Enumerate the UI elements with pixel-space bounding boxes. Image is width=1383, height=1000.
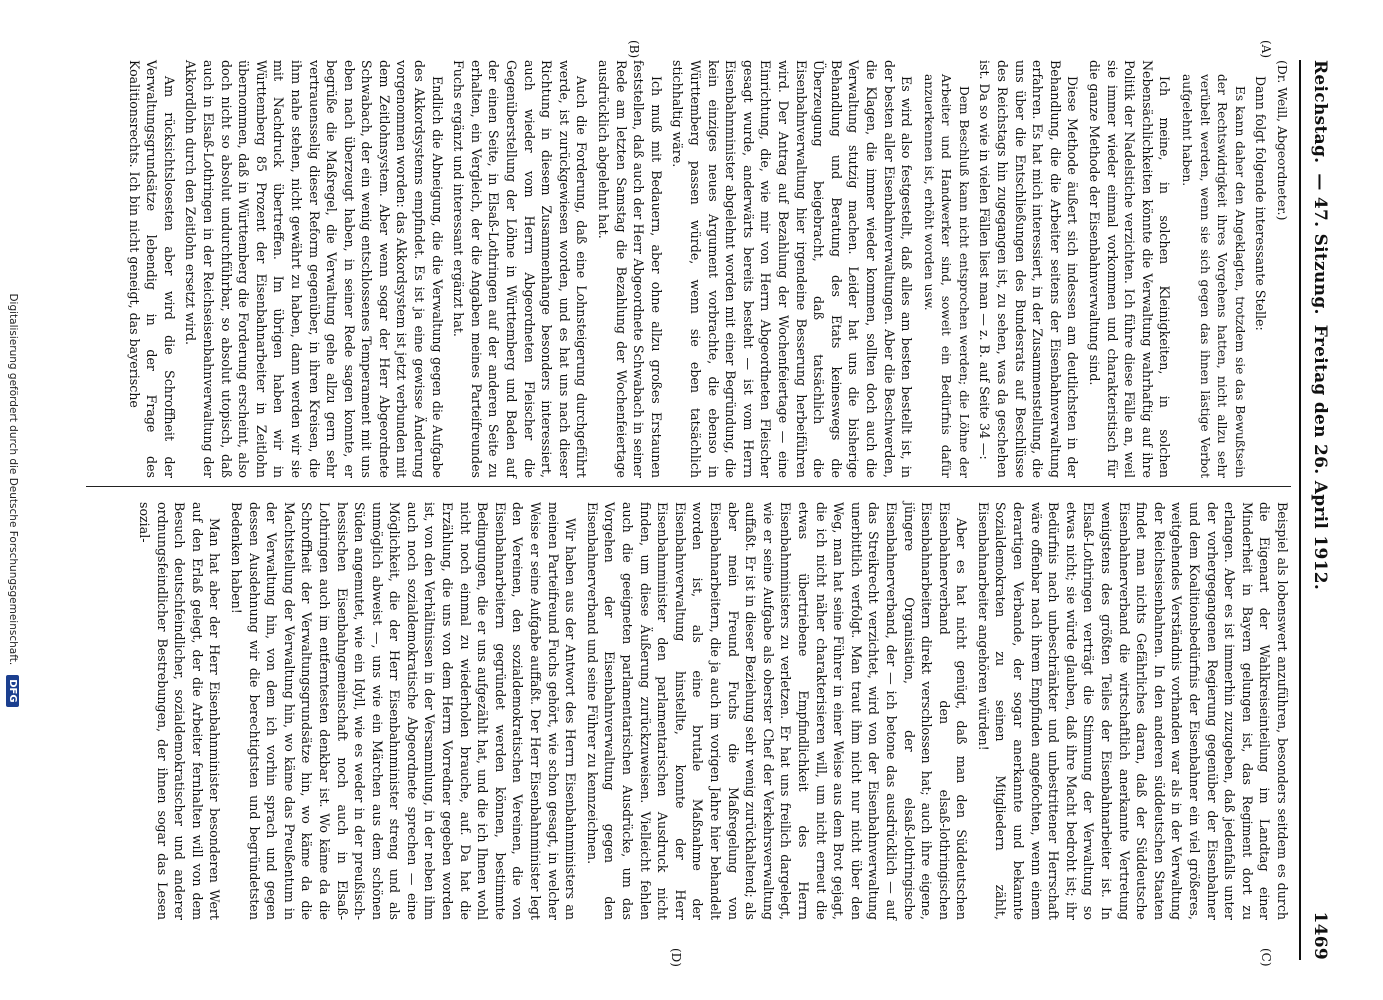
header-rule — [1299, 60, 1301, 960]
paragraph: Auch die Forderung, daß eine Lohnsteigerung durchgeführt werde, ist zurückgewiesen worden, und es hat uns nach dieser Richtung in diesem Zusammenhange besonders interessiert, auch wieder vom Herrn Abgeordneten Fleischer die Gegenüberstellung der Löhne in Württemberg und Baden auf der einen Seite, in Elsaß-Lothringen auf der anderen Seite zu erhalten, ein Vergleich, der die Angaben meines Parteifreundes Fuchs ergänzt und interessant ergänzt hat. — [451, 60, 590, 478]
speaker-line: (Dr. Weill, Abgeordneter.) — [1275, 60, 1290, 221]
digitization-credit — [0, 0, 26, 1000]
paragraph: Wir haben aus der Antwort des Herrn Eisenbahnministers an meinen Parteifreund Fuchs gehört, wie schon gesagt, in welcher Weise er seine Aufgabe auffaßt. Der Herr Eisenbahnminister legt den Vereinen, den sozialdemokratischen Vereinen, die von Eisenbahnarbeitern gegründet werden können, bestimmte Bedingungen, die er uns aufgezählt hat, und die ich Ihnen wohl nicht noch einmal zu wiederholen brauche, auf. Da hat die Erzählung, die uns von dem Herrn Vorredner gegeben worden ist, von den Verhältnissen in der Versammlung, in der neben ihm auch noch sozialdemokratische Abgeordnete sprechen — eine Möglichkeit, die der Herr Eisenbahnminister streng und als unmöglich abweist —, uns wie ein Märchen aus dem schönen Süden angemutet, wie ein Idyll, wie es weder in der preußisch-hessischen Eisenbahngemeinschaft noch auch in Elsaß-Lothringen auch im entferntesten denkbar ist. Wo käme da die Schroffheit der Verwaltungsgrundsätze hin, wo käme da die Machtstellung der Verwaltung hin, wo käme das Preußentum in der Verwaltung hin, von dem ich vorhin sprach und gegen dessen Ausdehnung wir die berechtigtsten und begründetsten Bedenken haben! — [228, 502, 579, 920]
quotation: Dem Beschluß kann nicht entsprochen werden; die Löhne der Arbeiter und Handwerker sind, soweit ein Bedürfnis dafür anzuerkennen ist, erhöht worden usw. — [921, 74, 971, 478]
paragraph: Ich meine, in solchen Kleinigkeiten, in solchen Nebensächlichkeiten könnte die Verwaltung wahrhaftig auf ihre Politik der Nadelstiche verzichten. Ich führe diese Fälle an, weil sie immer wieder einmal vorkommen und charakteristisch für die ganze Methode der Eisenbahnverwaltung sind. — [1087, 60, 1173, 478]
page-number: 1469 — [1310, 911, 1330, 960]
paragraph: Endlich die Abneigung, die die Verwaltung gegen die Aufgabe des Akkordsystems empfindet. Es ist ja eine gewisse Änderung vorgenommen worden: das Akkordsystem ist jetzt verbunden mit dem Zeitlohnsystem. Aber wenn sogar der Herr Abgeordnete Schwabach, der ein wenig entschlossenes Temperament mit uns eben nach überzeugt haben, in seiner Rede sagen konnte, er begrüße die Maßregel, die Verwaltung gehe allzu gern sehr vertrauensselig dieser Reform gegenüber, in ihren Kreisen, die ihm nahe stehen, nicht gewährt zu haben, dann werden wir sie mit Nachdruck übertreffen. Im übrigen haben wir in Württemberg 85 Prozent der Eisenbahnarbeiter in Zeitlohn übernommen, daß in Württemberg die Forderung erscheint, also doch nicht so absolut undurchführbar, so absolut utopisch, daß auch in Elsaß-Lothringen in der Reichseisenbahnverwaltung der Akkordlohn durch den Zeitlohn ersetzt wird. — [183, 60, 445, 478]
margin-marker-b: (B) — [627, 40, 641, 59]
header-session: — 47. Sitzung. — [1310, 173, 1330, 315]
paragraph: Dann folgt folgende interessante Stelle: — [1253, 76, 1269, 331]
dfg-logo: DFG — [7, 675, 20, 706]
page-header — [1305, 60, 1335, 960]
right-column — [131, 502, 1291, 920]
header-date: Freitag den 26. April 1912. — [1310, 324, 1330, 591]
margin-marker-a: (A) — [1259, 40, 1273, 59]
paragraph: Diese Methode äußert sich indessen am deutlichsten in der Behandlung, die die Arbeiter seitens der Eisenbahnverwaltung erfahren. Es hat mich interessiert, in der Zusammenstellung, die uns über die Entschließungen des Bundesrats auf Beschlüsse des Reichstags hin zugegangen ist, zu sehen, was da geschehen ist. Da so wie in vielen Fällen liest man — z. B. auf Seite 34 —: — [977, 60, 1081, 478]
margin-marker-c: (C) — [1259, 948, 1273, 967]
paragraph: Am rücksichtslosesten aber wird die Schroffheit der Verwaltungsgrundsätze lebendig in der Frage des Koalitionsrechts. Ich bin nicht geneigt, das bayerische — [126, 60, 177, 478]
quotation: Es kann daher den Angeklagten, trotzdem sie das Bewußtsein der Rechtswidrigkeit ihres Vorgehens hatten, nicht allzu sehr verübelt werden, wenn sie sich gegen das ihnen lästige Verbot aufgelehnt haben. — [1180, 74, 1247, 478]
paragraph: Man hat aber der Herr Eisenbahnminister besonderen Wert auf den Erlaß gelegt, der die Arbeiter fernhalten will von dem Besuch deutschfeindlicher, sozialdemokratischer und anderer ordnungsfeindlicher Bestrebungen, der ihnen sogar das Lesen sozial- — [137, 502, 223, 920]
left-column — [121, 60, 1291, 478]
paragraph: Es wird also festgestellt, daß alles am besten bestellt ist, in der besten aller Eisenbahnverwaltungen. Aber die Beschwerden, die Klagen, die immer wieder kommen, sollten doch auch die Verwaltung stutzig machen. Leider hat uns die bisherige Behandlung und Beratung des Etats keineswegs die Überzeugung beigebracht, daß tatsächlich die Eisenbahnverwaltung hier irgendeine Besserung herbeiführen wird. Der Antrag auf Bezahlung der Wochenfeiertage — eine Einrichtung, die, wie mir von Herrn Abgeordneten Fleischer gesagt wurde, anderwärts bereits besteht — ist vom Herrn Eisenbahnminister abgelehnt worden mit einer Begründung, die kein einziges neues Argument vorbrachte, die ebenso in Württemberg passen würde, wenn sie eben tatsächlich stichhaltig wäre. — [670, 60, 915, 478]
paragraph: Aber es hat nicht genügt, daß man den Süddeutschen Eisenbahnerverband den elsaß-lothringischen Eisenbahnarbeitern direkt verschlossen hat; auch ihre eigene, jüngere Organisation, der elsaß-lothringische Eisenbahnerverband, der — ich betone das ausdrücklich — auf das Streikrecht verzichtet, wird von der Eisenbahnverwaltung unerbittlich verfolgt. Man traut ihm nicht nur nicht über den Weg, man hat seine Führer in einer Weise aus dem Brot gejagt, die ich nicht näher charakterisieren will, um nicht erneut die etwas übertriebene Empfindlichkeit des Herrn Eisenbahnministers zu verletzen. Er hat uns freilich dargelegt, wie er seine Aufgabe als oberster Chef der Verkehrsverwaltung auffaßt. Er ist in dieser Beziehung sehr wenig zurückhaltend; als aber mein Freund Fuchs die Maßregelung von Eisenbahnarbeitern, die ja auch im vorigen Jahre hier behandelt worden ist, als eine brutale Maßnahme der Eisenbahnverwaltung hinstellte, konnte der Herr Eisenbahnminister den parlamentarischen Ausdruck nicht finden, um diese Äußerung zurückzuweisen. Vielleicht fehlen auch die geeigneten parlamentarischen Ausdrücke, um das Vorgehen der Eisenbahnverwaltung gegen den Eisenbahnerverband und seine Führer zu kennzeichnen. — [584, 502, 970, 920]
margin-marker-d: (D) — [669, 948, 683, 967]
header-assembly: Reichstag. — [1310, 60, 1330, 164]
column-divider — [86, 486, 1291, 487]
footer-credit: Digitalisierung gefördert durch die Deutsche Forschungsgemeinschaft. — [7, 293, 19, 666]
paragraph: Ich muß mit Bedauern, aber ohne allzu großes Erstaunen feststellen, daß auch der Herr Abgeordnete Schwabach in seiner Rede am letzten Samstag die Bezahlung der Wochenfeiertage ausdrücklich abgelehnt hat. — [596, 60, 664, 478]
paragraph: Beispiel als lobenswert anzuführen, besonders seitdem es durch die Eigenart der Wahlkreiseinteilung im Landtag einer Minderheit in Bayern gelungen ist, das Regiment dort zu erlangen. Aber es ist immerhin zuzugeben, daß jedenfalls unter der vorhergegangenen Regierung gegenüber der Eisenbahner und dem Koalitionsbedürfnis der Eisenbahner ein viel größeres, weitgehendes Verständnis vorhanden war als in der Verwaltung der Reichseisenbahnen. In den anderen süddeutschen Staaten findet man nichts Gefährliches daran, daß der Süddeutsche Eisenbahnerverband die wirtschaftlich anerkannte Vertretung wenigstens des größten Teiles der Eisenbahnarbeiter ist. In Elsaß-Lothringen verträgt die Stimmung der Verwaltung so etwas nicht; sie würde glauben, daß ihre Macht bedroht ist; ihr Bedürfnis nach unbeschränkter und unbestrittener Herrschaft wäre offenbar nach ihrem Empfinden angefochten, wenn einem derartigen Verbande, der sogar anerkannte und bekannte Sozialdemokraten zu seinen Mitgliedern zählt, Eisenbahnarbeiter angehören würden! — [975, 502, 1290, 920]
